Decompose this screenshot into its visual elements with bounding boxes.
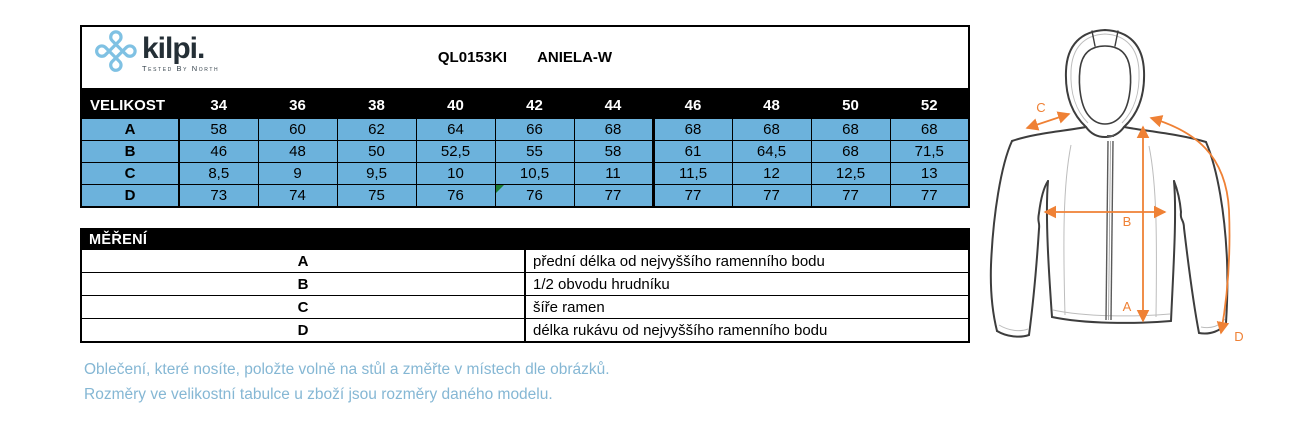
measure-table-body xyxy=(81,250,969,343)
brand-tagline: Tested By North xyxy=(142,63,220,73)
size-cell-B-36: 48 xyxy=(258,141,337,163)
arrow-C xyxy=(1027,114,1069,128)
size-cell-D-52: 77 xyxy=(890,185,969,208)
size-row-label-A: A xyxy=(81,119,179,141)
size-row-B xyxy=(81,141,969,163)
size-cell-D-48: 77 xyxy=(732,185,811,208)
size-cell-D-36: 74 xyxy=(258,185,337,208)
size-col-48: 48 xyxy=(732,91,811,119)
size-cell-C-46: 11,5 xyxy=(653,163,732,185)
measure-description-D: délka rukávu od nejvyššího ramenního bodu xyxy=(525,319,969,343)
size-cell-A-44: 68 xyxy=(574,119,653,141)
size-table-body xyxy=(81,119,969,208)
size-cell-C-40: 10 xyxy=(416,163,495,185)
size-cell-B-40: 52,5 xyxy=(416,141,495,163)
brand-name: kilpi. xyxy=(142,31,205,65)
diagram-label-d: D xyxy=(1234,329,1244,344)
size-cell-D-46: 77 xyxy=(653,185,732,208)
size-cell-C-48: 12 xyxy=(732,163,811,185)
size-col-50: 50 xyxy=(811,91,890,119)
kilpi-knot-icon: ⌘ xyxy=(80,19,148,87)
diagram-label-a: A xyxy=(1122,299,1132,314)
measure-description-A: přední délka od nejvyššího ramenního bodu xyxy=(525,250,969,273)
size-col-38: 38 xyxy=(337,91,416,119)
size-col-52: 52 xyxy=(890,91,969,119)
measure-row-B xyxy=(81,273,969,296)
size-row-D xyxy=(81,185,969,208)
size-row-label-C: C xyxy=(81,163,179,185)
measure-header-row xyxy=(81,229,969,250)
size-cell-A-46: 68 xyxy=(653,119,732,141)
header-box xyxy=(80,19,970,90)
measure-row-C xyxy=(81,296,969,319)
jacket-measurement-diagram xyxy=(975,15,1265,365)
diagram-label-b: B xyxy=(1122,214,1132,229)
size-cell-A-50: 68 xyxy=(811,119,890,141)
size-header-row xyxy=(81,91,969,119)
size-cell-A-36: 60 xyxy=(258,119,337,141)
size-cell-D-44: 77 xyxy=(574,185,653,208)
size-row-label-B: B xyxy=(81,141,179,163)
footer-note-line-2: Rozměry ve velikostní tabulce u zboží jsou rozměry daného modelu. xyxy=(84,386,553,403)
size-col-44: 44 xyxy=(574,91,653,119)
size-col-40: 40 xyxy=(416,91,495,119)
size-row-C xyxy=(81,163,969,185)
footer-note xyxy=(84,357,610,407)
size-cell-C-38: 9,5 xyxy=(337,163,416,185)
size-cell-D-34: 73 xyxy=(179,185,258,208)
product-name: ANIELA-W xyxy=(537,49,613,66)
measure-description-C: šíře ramen xyxy=(525,296,969,319)
size-cell-C-36: 9 xyxy=(258,163,337,185)
size-cell-A-34: 58 xyxy=(179,119,258,141)
size-cell-C-42: 10,5 xyxy=(495,163,574,185)
size-col-46: 46 xyxy=(653,91,732,119)
diagram-label-c: C xyxy=(1036,100,1046,115)
measure-label-C: C xyxy=(81,296,525,319)
measure-description-B: 1/2 obvodu hrudníku xyxy=(525,273,969,296)
size-cell-C-52: 13 xyxy=(890,163,969,185)
measure-row-A xyxy=(81,250,969,273)
measurement-table xyxy=(80,228,970,343)
size-cell-B-46: 61 xyxy=(653,141,732,163)
size-cell-C-44: 11 xyxy=(574,163,653,185)
size-row-A xyxy=(81,119,969,141)
size-cell-C-50: 12,5 xyxy=(811,163,890,185)
size-cell-B-34: 46 xyxy=(179,141,258,163)
size-cell-D-38: 75 xyxy=(337,185,416,208)
size-cell-A-40: 64 xyxy=(416,119,495,141)
size-col-42: 42 xyxy=(495,91,574,119)
measure-row-D xyxy=(81,319,969,343)
size-row-label-D: D xyxy=(81,185,179,208)
page-title xyxy=(438,49,612,66)
measure-label-A: A xyxy=(81,250,525,273)
measure-label-D: D xyxy=(81,319,525,343)
size-cell-B-50: 68 xyxy=(811,141,890,163)
size-cell-D-50: 77 xyxy=(811,185,890,208)
size-cell-B-48: 64,5 xyxy=(732,141,811,163)
size-cell-B-52: 71,5 xyxy=(890,141,969,163)
size-cell-A-38: 62 xyxy=(337,119,416,141)
size-cell-B-42: 55 xyxy=(495,141,574,163)
size-cell-A-52: 68 xyxy=(890,119,969,141)
kilpi-logo xyxy=(80,19,220,87)
size-cell-A-48: 68 xyxy=(732,119,811,141)
product-code: QL0153KI xyxy=(437,49,508,66)
size-cell-B-44: 58 xyxy=(574,141,653,163)
size-cell-A-42: 66 xyxy=(495,119,574,141)
size-table xyxy=(80,90,970,208)
measurement-table-title: MĚŘENÍ xyxy=(81,229,969,250)
footer-note-line-1: Oblečení, které nosíte, položte volně na stůl a změřte v místech dle obrázků. xyxy=(84,361,610,378)
arrow-D xyxy=(1151,118,1230,333)
size-col-34: 34 xyxy=(179,91,258,119)
size-cell-B-38: 50 xyxy=(337,141,416,163)
size-cell-D-40: 76 xyxy=(416,185,495,208)
size-cell-D-42: 76 xyxy=(495,185,574,208)
size-table-corner: VELIKOST xyxy=(81,91,179,119)
measure-label-B: B xyxy=(81,273,525,296)
size-cell-C-34: 8,5 xyxy=(179,163,258,185)
jacket-zipper xyxy=(1106,136,1114,320)
size-col-36: 36 xyxy=(258,91,337,119)
